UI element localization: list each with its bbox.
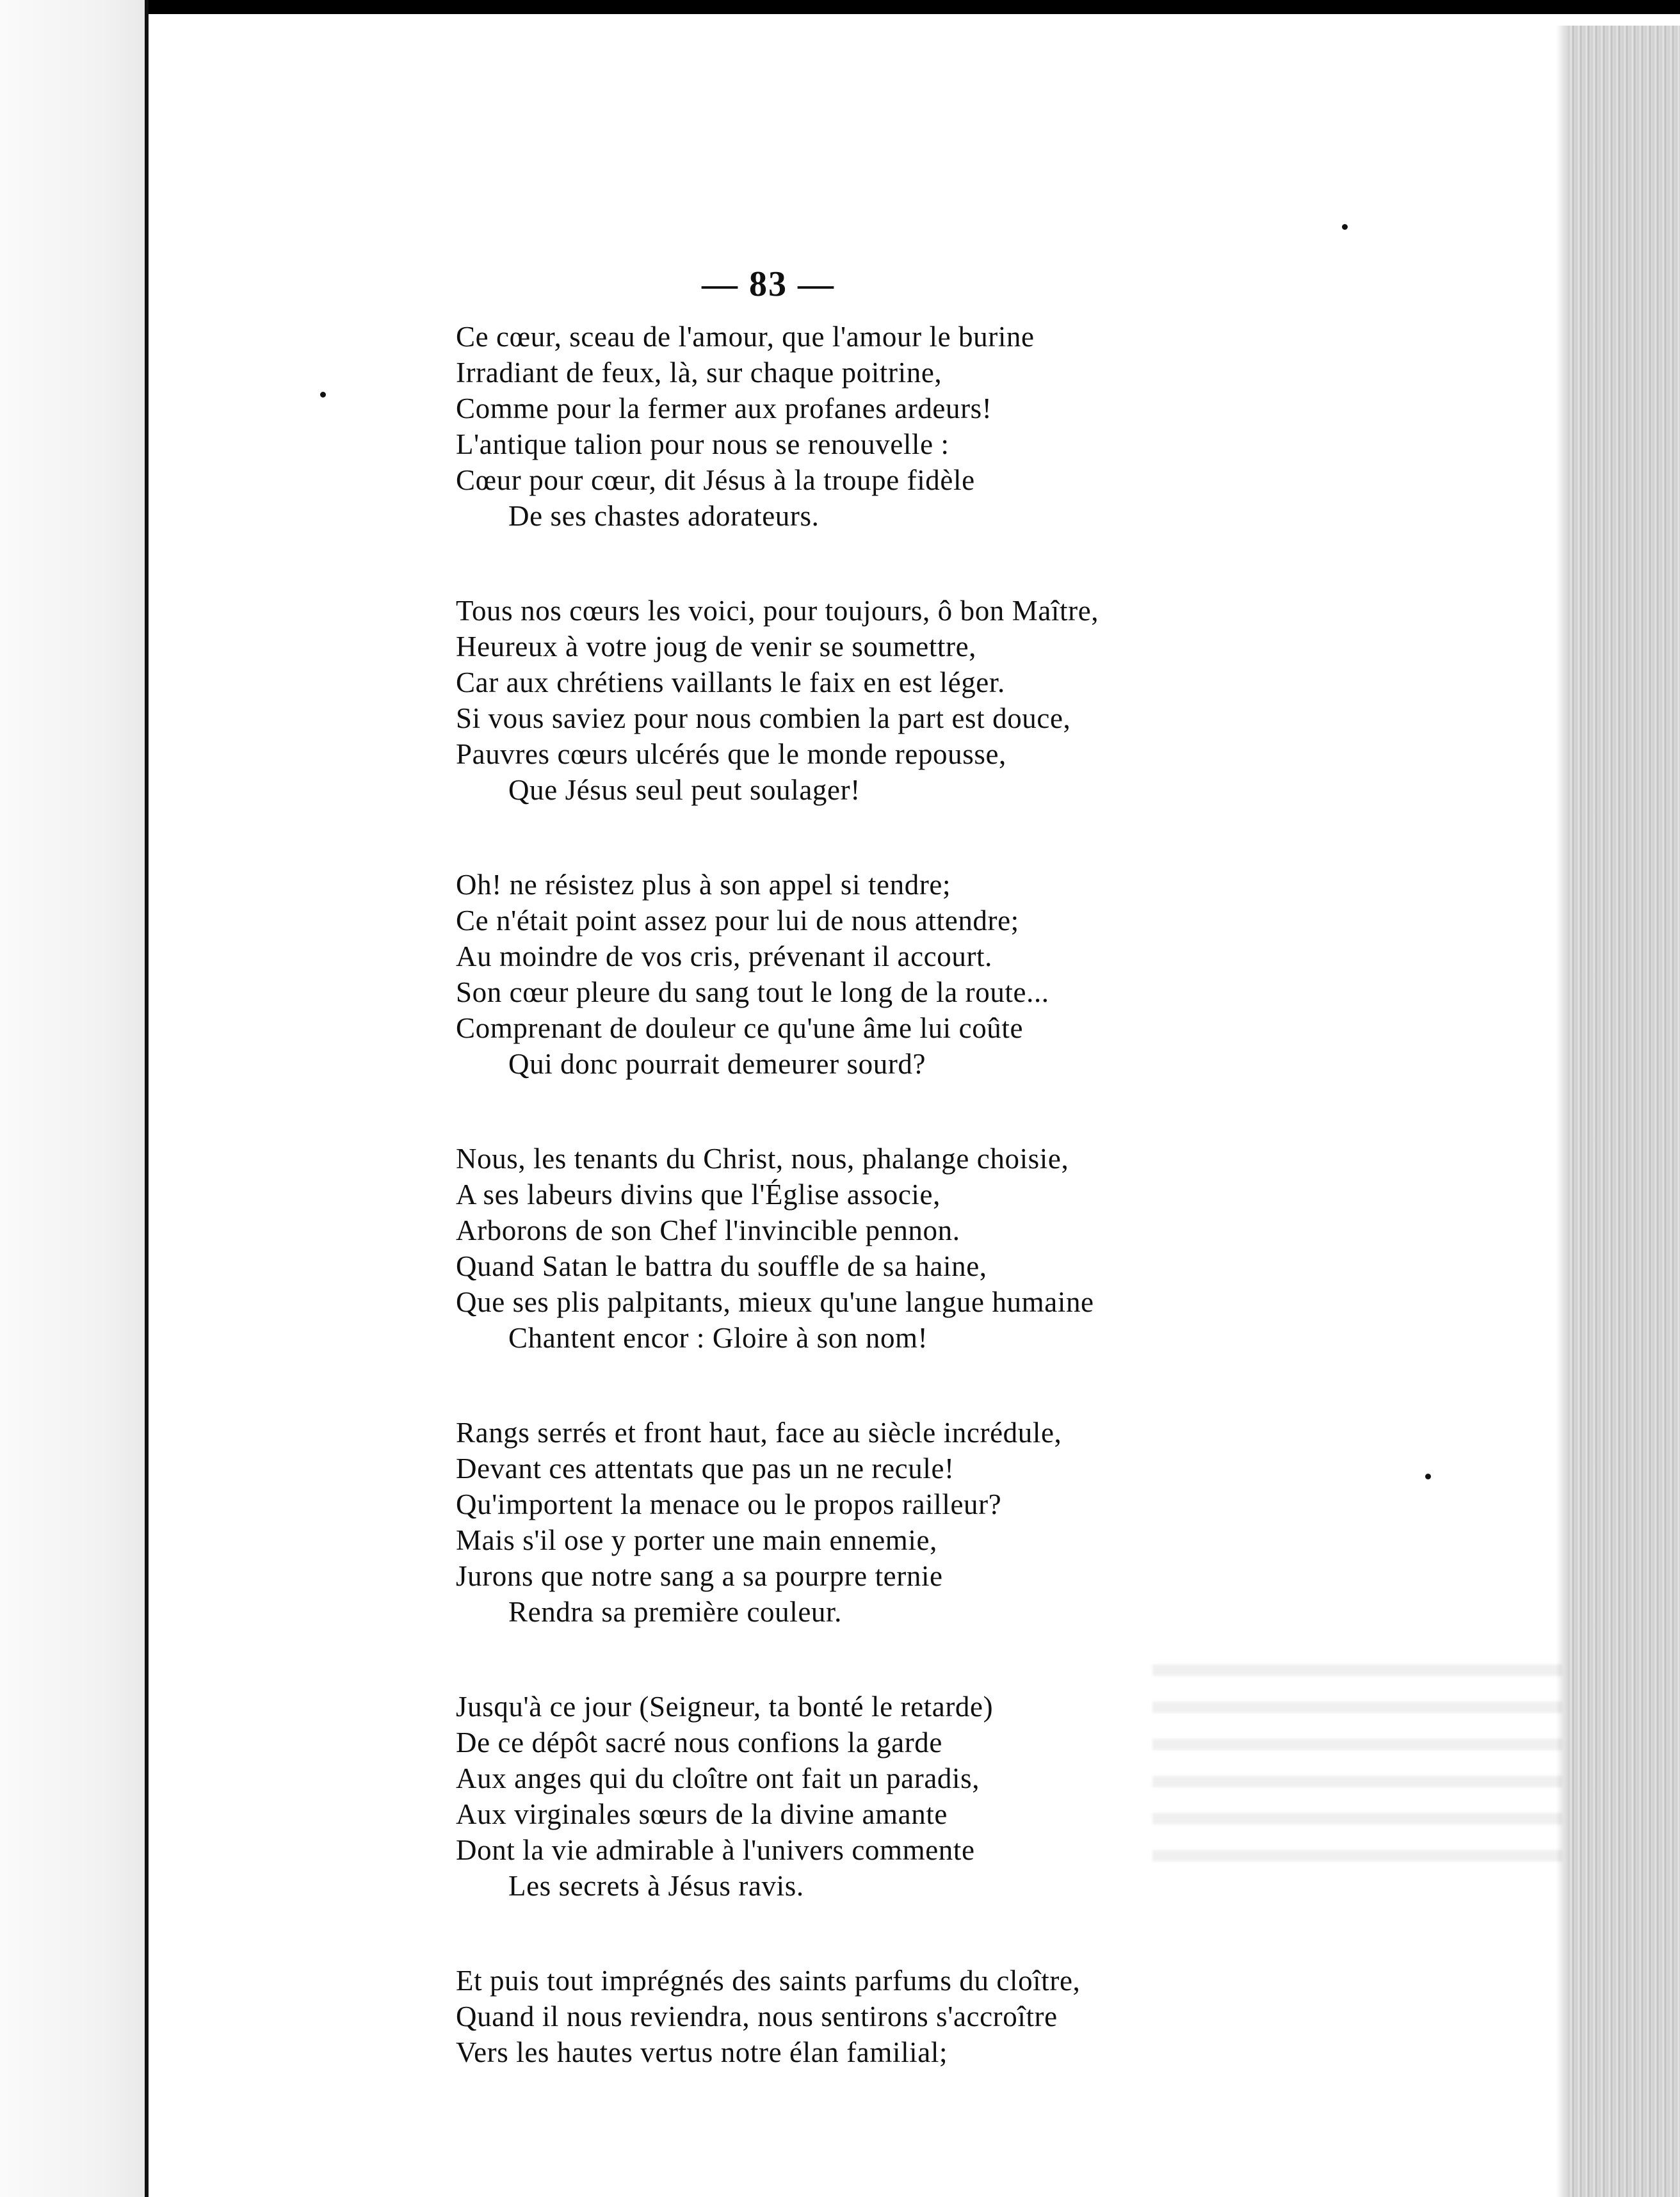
poem-line: Quand Satan le battra du souffle de sa haine, (456, 1250, 987, 1282)
poem-line: Quand il nous reviendra, nous sentirons s'accroître (456, 2000, 1058, 2032)
poem-line: L'antique talion pour nous se renouvelle : (456, 428, 949, 460)
poem-line: Et puis tout imprégnés des saints parfums du cloître, (456, 1965, 1081, 1997)
poem-body (456, 319, 1544, 2129)
poem-line: Si vous saviez pour nous combien la part est douce, (456, 702, 1071, 734)
poem-line: Ce n'était point assez pour lui de nous attendre; (456, 905, 1019, 937)
poem-line: Comprenant de douleur ce qu'une âme lui coûte (456, 1012, 1024, 1044)
poem-line: Irradiant de feux, là, sur chaque poitrine, (456, 357, 942, 389)
poem-line: Cœur pour cœur, dit Jésus à la troupe fidèle (456, 464, 975, 496)
poem-line: Qu'importent la menace ou le propos railleur? (456, 1488, 1002, 1520)
poem-line: Aux virginales sœurs de la divine amante (456, 1798, 948, 1830)
stanza (456, 867, 1544, 1082)
poem-line: Arborons de son Chef l'invincible pennon. (456, 1214, 960, 1246)
poem-line: Les secrets à Jésus ravis. (508, 1870, 804, 1902)
stanza (456, 1415, 1544, 1630)
scan-top-border (0, 0, 1680, 14)
poem-line: Car aux chrétiens vaillants le faix en est léger. (456, 666, 1005, 698)
page-number: — 83 — (702, 264, 835, 304)
poem-line: Ce cœur, sceau de l'amour, que l'amour le burine (456, 321, 1035, 353)
binding-gutter-line (145, 0, 149, 2197)
poem-line: Rangs serrés et front haut, face au siècle incrédule, (456, 1417, 1062, 1449)
poem-line: Jurons que notre sang a sa pourpre ternie (456, 1560, 943, 1592)
ink-speck (1342, 224, 1348, 230)
poem-line: Tous nos cœurs les voici, pour toujours, ô bon Maître, (456, 595, 1099, 627)
stanza (456, 1963, 1544, 2070)
poem-line: Jusqu'à ce jour (Seigneur, ta bonté le retarde) (456, 1691, 994, 1723)
poem-line: Que Jésus seul peut soulager! (508, 774, 860, 806)
poem-line: A ses labeurs divins que l'Église associe, (456, 1179, 941, 1211)
poem-line: De ses chastes adorateurs. (508, 500, 820, 532)
poem-line: Au moindre de vos cris, prévenant il accourt. (456, 940, 992, 972)
poem-line: Heureux à votre joug de venir se soumettre, (456, 631, 977, 663)
poem-line: Son cœur pleure du sang tout le long de la route... (456, 976, 1049, 1008)
book-page-edges (1567, 26, 1680, 2197)
poem-line: Pauvres cœurs ulcérés que le monde repousse, (456, 738, 1006, 770)
poem-line: Qui donc pourrait demeurer sourd? (508, 1048, 926, 1080)
stanza (456, 1689, 1544, 1904)
poem-line: Devant ces attentats que pas un ne recule! (456, 1453, 955, 1485)
poem-line: Oh! ne résistez plus à son appel si tendre; (456, 869, 951, 901)
poem-line: Mais s'il ose y porter une main ennemie, (456, 1524, 937, 1556)
poem-line: Dont la vie admirable à l'univers commente (456, 1834, 975, 1866)
ink-speck (320, 392, 326, 398)
poem-line: Que ses plis palpitants, mieux qu'une langue humaine (456, 1286, 1094, 1318)
poem-line: De ce dépôt sacré nous confions la garde (456, 1726, 942, 1758)
poem-line: Comme pour la fermer aux profanes ardeurs! (456, 392, 992, 424)
poem-line: Vers les hautes vertus notre élan familial; (456, 2036, 948, 2068)
stanza (456, 319, 1544, 534)
stanza (456, 1141, 1544, 1356)
poem-line: Chantent encor : Gloire à son nom! (508, 1322, 928, 1354)
poem-line: Rendra sa première couleur. (508, 1596, 842, 1628)
left-page-margin (0, 0, 149, 2197)
poem-line: Aux anges qui du cloître ont fait un paradis, (456, 1762, 980, 1794)
poem-line: Nous, les tenants du Christ, nous, phalange choisie, (456, 1143, 1069, 1175)
stanza (456, 593, 1544, 808)
